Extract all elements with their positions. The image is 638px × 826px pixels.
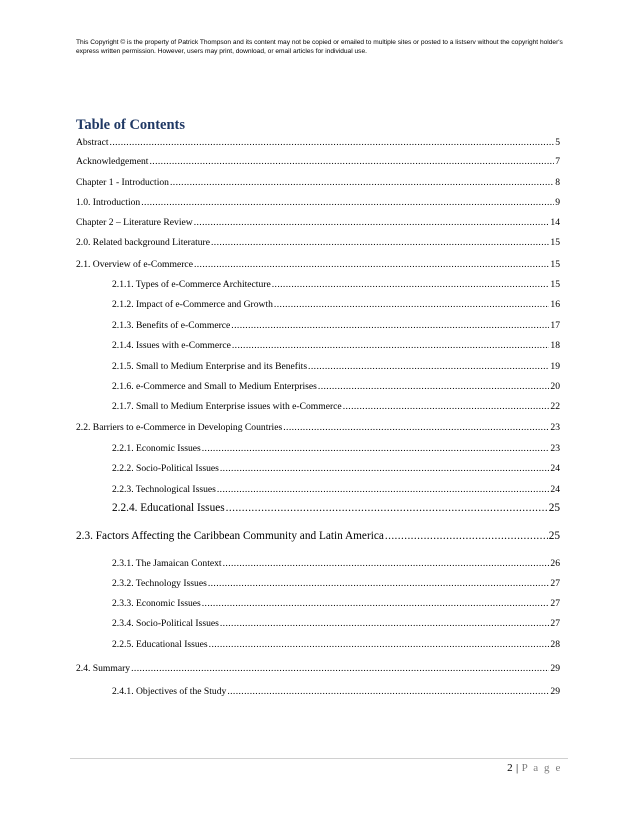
footer-separator: |: [515, 762, 519, 774]
toc-entry[interactable]: 2.2.2. Socio-Political Issues ..... 24: [112, 463, 560, 474]
toc-entry[interactable]: 2.2.1. Economic Issues ..... 23: [112, 443, 560, 454]
toc-entry[interactable]: 2.2.5. Educational Issues ..... 28: [112, 639, 560, 650]
toc-entry[interactable]: Acknowledgement ..... 7: [76, 156, 560, 167]
toc-entry[interactable]: 2.1.4. Issues with e-Commerce ..... 18: [112, 340, 560, 351]
toc-entry[interactable]: 2.1.1. Types of e-Commerce Architecture ..... 15: [112, 279, 560, 290]
toc-entry[interactable]: 2.1.3. Benefits of e-Commerce ..... 17: [112, 320, 560, 331]
toc-entry[interactable]: 2.3.4. Socio-Political Issues ..... 27: [112, 618, 560, 629]
page-number: 2: [507, 762, 513, 774]
toc-title: Table of Contents: [76, 117, 186, 133]
toc-entry[interactable]: Chapter 1 - Introduction ..... 8: [76, 177, 560, 188]
toc-entry[interactable]: 2.1.5. Small to Medium Enterprise and its Benefits ..... 19: [112, 361, 560, 372]
toc-entry[interactable]: 2.3.3. Economic Issues ..... 27: [112, 598, 560, 609]
toc-entry[interactable]: 2.2.3. Technological Issues ..... 24: [112, 484, 560, 495]
page-footer: [507, 762, 562, 774]
toc-entry[interactable]: 2.4.1. Objectives of the Study ..... 29: [112, 686, 560, 697]
toc-entry[interactable]: Abstract ..... 5: [76, 137, 560, 148]
toc-entry[interactable]: 2.0. Related background Literature ..... 15: [76, 237, 560, 248]
toc-entry[interactable]: 1.0. Introduction ..... 9: [76, 197, 560, 208]
copyright-notice: This Copyright © is the property of Patrick Thompson and its content may not be copied or emailed to multiple sites or posted to a listserv without the copyright holder's express written permission. However, users may print, download, or email articles for individual use.: [76, 39, 563, 55]
toc-entry[interactable]: 2.1. Overview of e-Commerce ..... 15: [76, 259, 560, 270]
toc-entry[interactable]: Chapter 2 – Literature Review ..... 14: [76, 217, 560, 228]
page-word: P a g e: [521, 762, 562, 774]
footer-divider: [70, 758, 568, 759]
toc-entry[interactable]: 2.4. Summary ..... 29: [76, 663, 560, 674]
toc-entry[interactable]: 2.2.4. Educational Issues ..... 25: [112, 502, 560, 514]
toc-entry[interactable]: 2.3.1. The Jamaican Context ..... 26: [112, 558, 560, 569]
toc-entry[interactable]: 2.2. Barriers to e-Commerce in Developing Countries ..... 23: [76, 422, 560, 433]
toc-entry[interactable]: 2.1.7. Small to Medium Enterprise issues with e-Commerce ..... 22: [112, 401, 560, 412]
toc-entry[interactable]: 2.1.6. e-Commerce and Small to Medium Enterprises ..... 20: [112, 381, 560, 392]
toc-entry[interactable]: 2.1.2. Impact of e-Commerce and Growth ..... 16: [112, 299, 560, 310]
toc-entry[interactable]: 2.3.2. Technology Issues ..... 27: [112, 578, 560, 589]
toc-entry[interactable]: 2.3. Factors Affecting the Caribbean Community and Latin America ..... 25: [76, 530, 560, 542]
